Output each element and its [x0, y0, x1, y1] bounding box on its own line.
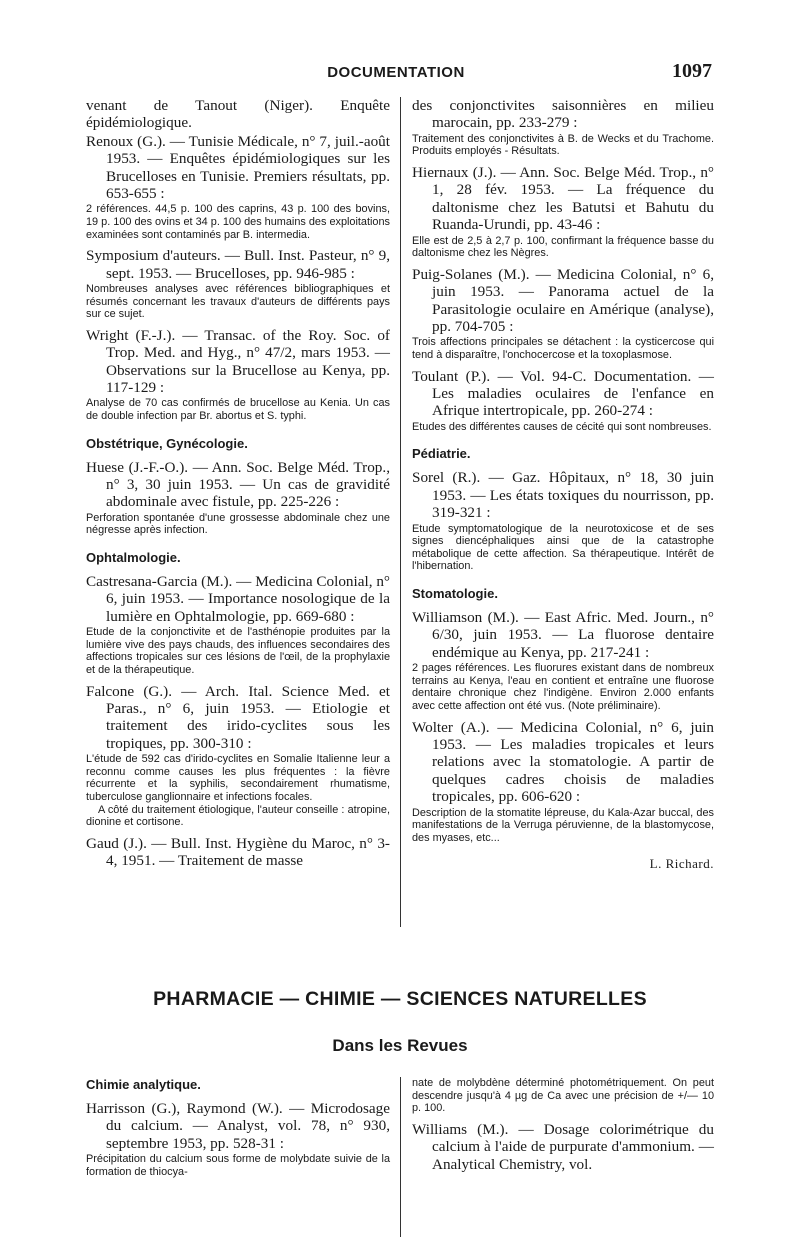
entry-citation: Hiernaux (J.). — Ann. Soc. Belge Méd. Trop., n° 1, 28 fév. 1953. — La fréquence du daltonisme chez les Batutsi et Bahutu du Ruanda-Urundi, pp. 43-46 : [412, 164, 714, 234]
entry-citation: Puig-Solanes (M.). — Medicina Colonial, n° 6, juin 1953. — Panorama actuel de la Parasitologie oculaire en Amérique (analyse), pp. 704-705 : [412, 265, 714, 336]
entry-citation: Huese (J.-F.-O.). — Ann. Soc. Belge Méd. Trop., n° 3, 30 juin 1953. — Un cas de gravidité abdominale avec fistule, pp. 225-226 : [86, 458, 390, 511]
section-heading: Stomatologie. [412, 586, 498, 602]
entry-citation: Williamson (M.). — East Afric. Med. Journ., n° 6/30, juin 1953. — La fluorose dentaire endémique au Kenya, pp. 217-241 : [412, 609, 714, 661]
entry-citation: Wright (F.-J.). — Transac. of the Roy. Soc. of Trop. Med. and Hyg., n° 47/2, mars 1953. — Observations sur la Brucellose au Kenya, pp. 117-129 : [86, 326, 390, 397]
entry-citation: Renoux (G.). — Tunisie Médicale, n° 7, juil.-août 1953. — Enquêtes épidémiologiques sur les Brucelloses en Tunisie. Premiers résultats, pp. 653-655 : [86, 132, 390, 203]
section-heading: Obstétrique, Gynécologie. [86, 435, 248, 451]
entry-citation: Harrisson (G.), Raymond (W.). — Microdosage du calcium. — Analyst, vol. 78, n° 930, septembre 1953, pp. 528-31 : [86, 1100, 390, 1152]
entry-abstract: Trois affections principales se détachent : la cysticercose qui tend à disparaître, l'onchocercose et la toxoplasmose. [412, 336, 714, 362]
right-column [412, 97, 714, 872]
entry-citation: Sorel (R.). — Gaz. Hôpitaux, n° 18, 30 juin 1953. — Les états toxiques du nourrisson, pp. 319-321 : [412, 469, 714, 522]
running-title: DOCUMENTATION [327, 64, 465, 81]
entry-abstract: A côté du traitement étiologique, l'auteur conseille : atropine, dionine et cortisone. [86, 803, 390, 829]
entry-abstract: Etude de la conjonctivite et de l'asthénopie produites par la lumière vive des pays chauds, des influences secondaires des affections tropicales sur ces lésions de l'œil, de la prophylaxie et de la thérapeutique. [86, 626, 390, 677]
page-number: 1097 [672, 60, 712, 82]
entry-citation: Gaud (J.). — Bull. Inst. Hygiène du Maroc, n° 3-4, 1951. — Traitement de masse [86, 834, 390, 870]
column-rule [400, 1077, 401, 1237]
entry-citation: Castresana-Garcia (M.). — Medicina Colonial, n° 6, juin 1953. — Importance nosologique de la lumière en Ophtalmologie, pp. 669-680 : [86, 573, 390, 625]
entry-citation: Toulant (P.). — Vol. 94-C. Documentation. — Les maladies oculaires de l'enfance en Afrique intertropicale, pp. 260-274 : [412, 367, 714, 420]
entry-citation: Falcone (G.). — Arch. Ital. Science Med. et Paras., n° 6, juin 1953. — Etiologie et traitement des irido-cyclites sous les tropiques, pp. 300-310 : [86, 682, 390, 752]
page-header [80, 62, 712, 86]
entry-abstract: Description de la stomatite lépreuse, du Kala-Azar buccal, des manifestations de la Verruga péruvienne, de la blastomycose, des myases, etc... [412, 806, 714, 844]
entry-abstract: Précipitation du calcium sous forme de molybdate suivie de la formation de thiocya- [86, 1153, 390, 1178]
entry-abstract: Nombreuses analyses avec références bibliographiques et résumés concernant les travaux d'auteurs de différents pays sur ce sujet. [86, 283, 390, 321]
entry-continuation: venant de Tanout (Niger). Enquête épidémiologique. [86, 97, 390, 132]
entry-abstract: Perforation spontanée d'une grossesse abdominale chez une négresse après infection. [86, 511, 390, 537]
entry-abstract: Traitement des conjonctivites à B. de Wecks et du Trachome. Produits employés - Résultats. [412, 132, 714, 158]
section-heading: Pédiatrie. [412, 446, 471, 462]
entry-citation: Symposium d'auteurs. — Bull. Inst. Pasteur, n° 9, sept. 1953. — Brucelloses, pp. 946-985 : [86, 247, 390, 282]
author-signature: L. Richard. [649, 856, 714, 872]
entry-abstract: L'étude de 592 cas d'irido-cyclites en Somalie Italienne leur a reconnu comme causes les plus fréquentes : la fièvre récurrente et la syphilis, secondairement rhumatisme, tuberculose ganglionnaire et infections focales. [86, 753, 390, 804]
entry-abstract: Elle est de 2,5 à 2,7 p. 100, confirmant la fréquence basse du daltonisme chez les Nègres. [412, 234, 714, 260]
entry-abstract: nate de molybdène déterminé photométriquement. On peut descendre jusqu'à 4 µg de Ca avec une précision de +/— 10 p. 100. [412, 1077, 714, 1115]
section-heading: Ophtalmologie. [86, 550, 181, 566]
bottom-right-column [412, 1077, 714, 1174]
bottom-left-column [86, 1077, 390, 1184]
section-subtitle: Dans les Revues [332, 1036, 468, 1055]
section-title: PHARMACIE — CHIMIE — SCIENCES NATURELLES [153, 988, 647, 1010]
entry-abstract: Analyse de 70 cas confirmés de brucellose au Kenia. Un cas de double infection par Br. abortus et S. typhi. [86, 397, 390, 423]
entry-citation: des conjonctivites saisonnières en milieu marocain, pp. 233-279 : [412, 97, 714, 132]
entry-abstract: 2 références. 44,5 p. 100 des caprins, 43 p. 100 des bovins, 19 p. 100 des ovins et 34 p. 100 des humains des exploitations examinées sont contaminés par B. intermedia. [86, 203, 390, 241]
entry-abstract: Etudes des différentes causes de cécité qui sont nombreuses. [412, 420, 712, 433]
section-heading: Chimie analytique. [86, 1077, 201, 1092]
entry-citation: Williams (M.). — Dosage colorimétrique du calcium à l'aide de purpurate d'ammonium. — Analytical Chemistry, vol. [412, 1120, 714, 1173]
entry-citation: Wolter (A.). — Medicina Colonial, n° 6, juin 1953. — Les maladies tropicales et leurs relations avec la stomatologie. A partir de quelques cadres choisis de maladies tropicales, pp. 606-620 : [412, 718, 714, 806]
entry-abstract: Etude symptomatologique de la neurotoxicose et de ses signes diencéphaliques ainsi que de la catastrophe métabolique de cette affection. Sa thérapeutique. Intérêt de l'hibernation. [412, 522, 714, 573]
column-rule [400, 97, 401, 927]
entry-abstract: 2 pages références. Les fluorures existant dans de nombreux terrains au Kenya, l'eau en contient et entraîne une fluorose dentaire chronique chez l'indigène. Environ 2.000 enfants avec cette affection ont été vus. (Note préliminaire). [412, 662, 714, 713]
left-column [86, 97, 390, 871]
